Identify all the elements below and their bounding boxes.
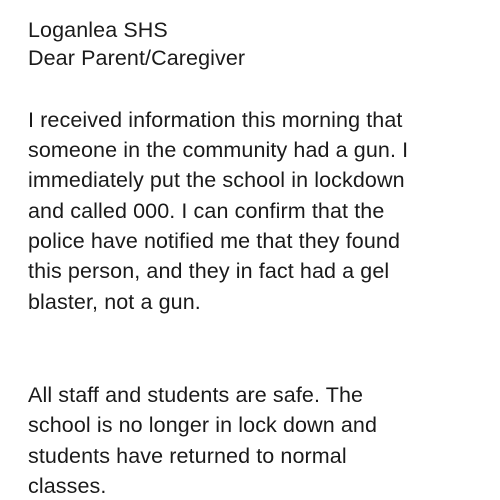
paragraph-2-line: classes. <box>28 474 107 498</box>
paragraph-1-line: I received information this morning that <box>28 108 403 132</box>
salutation: Dear Parent/Caregiver <box>28 46 246 70</box>
paragraph-2-line: school is no longer in lock down and <box>28 413 378 437</box>
paragraph-1-line: someone in the community had a gun. I <box>28 138 409 162</box>
paragraph-1-line: and called 000. I can confirm that the <box>28 199 385 223</box>
paragraph-1-line: this person, and they in fact had a gel <box>28 259 390 283</box>
paragraph-2-line: All staff and students are safe. The <box>28 383 364 407</box>
school-name: Loganlea SHS <box>28 18 168 42</box>
paragraph-1-line: immediately put the school in lockdown <box>28 168 405 192</box>
paragraph-1-line: police have notified me that they found <box>28 229 401 253</box>
paragraph-1-line: blaster, not a gun. <box>28 290 201 314</box>
paragraph-2-line: students have returned to normal <box>28 444 347 468</box>
